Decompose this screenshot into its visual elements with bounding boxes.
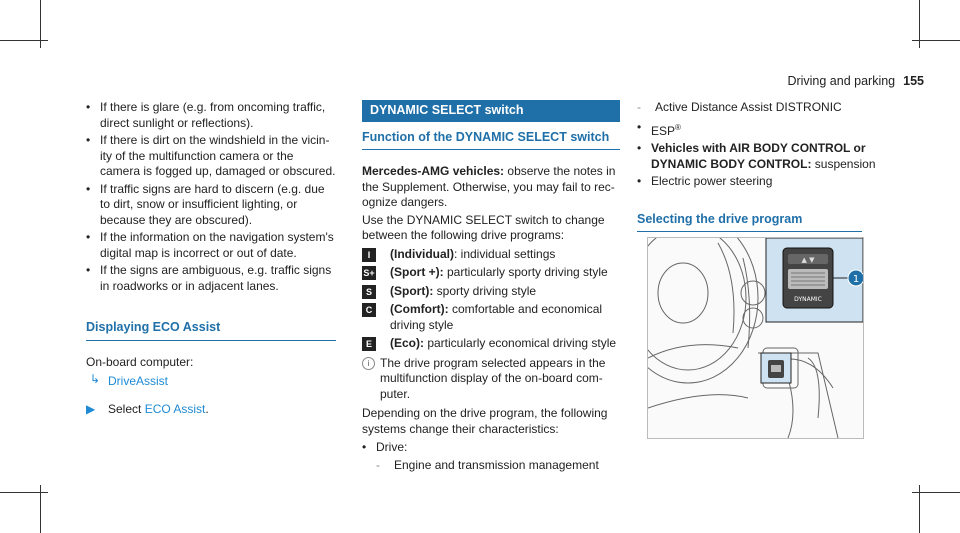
select-suffix: . — [205, 401, 209, 416]
sub-list-item: - Active Distance Assist DISTRONIC — [637, 100, 892, 116]
section-heading: Displaying ECO Assist — [86, 320, 336, 341]
mode-desc: comfortable and economical driving style — [390, 302, 603, 332]
path-arrow-icon: ↳ — [90, 372, 101, 386]
mode-eco — [362, 336, 620, 352]
amg-text: observe the notes in the Supplement. Otherwise, you may fail to rec- ognize dangers. — [362, 164, 616, 209]
onboard-label: On-board computer: — [86, 354, 194, 369]
mode-label: (Eco): — [390, 336, 424, 350]
mode-comfort — [362, 302, 620, 333]
svg-text:▲ ▼: ▲ ▼ — [801, 256, 815, 264]
eco-icon: E — [362, 337, 376, 351]
callout-number: 1 — [852, 274, 860, 285]
mode-desc: sporty driving style — [433, 283, 537, 298]
bullet-list — [86, 100, 336, 294]
section-banner: DYNAMIC SELECT switch — [362, 100, 620, 122]
list-item: • If there is dirt on the windshield in the vicin- ity of the multifunction camera or the camera is fogged up, damaged or obscured. — [86, 133, 336, 180]
sport-plus-icon: S+ — [363, 268, 375, 278]
crop-mark — [912, 40, 960, 41]
crop-mark — [0, 492, 48, 493]
switch-label: DYNAMIC — [794, 296, 822, 303]
path-link[interactable]: DriveAssist — [108, 374, 169, 388]
select-prefix: Select — [108, 401, 142, 416]
console-illustration — [648, 238, 863, 438]
mode-desc: particularly sporty driving style — [443, 265, 608, 279]
page-header — [787, 74, 924, 88]
amg-paragraph — [362, 164, 620, 211]
airbody-bold: Vehicles with AIR BODY CONTROL or DYNAMIC BODY CONTROL: — [651, 141, 866, 171]
list-item: • If there is glare (e.g. from oncoming traffic, direct sunlight or reflections). — [86, 100, 336, 131]
column-middle — [362, 100, 620, 475]
list-item — [637, 120, 892, 140]
sub-list — [376, 458, 620, 474]
section-title: Driving and parking — [787, 74, 896, 88]
depending-paragraph: Depending on the drive program, the following systems change their characteristics: — [362, 406, 608, 436]
eco-assist-link[interactable]: ECO Assist — [144, 401, 206, 416]
amg-bold: Mercedes-AMG vehicles: — [362, 164, 505, 178]
mode-sport-plus — [362, 265, 620, 281]
info-icon: i — [362, 357, 375, 370]
subsection-heading: Selecting the drive program — [637, 212, 862, 233]
mode-desc: particularly economical driving style — [424, 336, 617, 350]
use-paragraph: Use the DYNAMIC SELECT switch to change between the following drive programs: — [362, 212, 605, 242]
note-text: The drive program selected appears in the multifunction display of the on-board com- puter. — [380, 355, 606, 401]
column-left — [86, 100, 336, 417]
registered-mark: ® — [675, 122, 681, 132]
select-step — [86, 402, 336, 418]
mode-sport — [362, 284, 620, 300]
mode-individual — [362, 247, 620, 263]
list-item: • If traffic signs are hard to discern (e.g. due to dirt, snow or insufficient lighting, or because they are obscured). — [86, 182, 336, 229]
comfort-icon: C — [362, 303, 376, 317]
list-item: • Electric power steering — [637, 174, 892, 190]
bullet-list — [637, 120, 892, 190]
systems-list — [362, 440, 620, 473]
crop-mark — [0, 40, 48, 41]
sub-list — [637, 100, 892, 116]
dynamic-select-figure — [647, 237, 864, 439]
individual-icon: I — [362, 248, 376, 262]
list-item: • If the information on the navigation system's digital map is incorrect or out of date. — [86, 230, 336, 261]
esp-text: ESP — [651, 123, 676, 138]
list-item — [362, 440, 620, 473]
sport-icon: S — [362, 285, 376, 299]
menu-path — [86, 374, 336, 390]
mode-label: (Comfort): — [390, 302, 449, 316]
mode-label: (Individual) — [390, 246, 454, 261]
airbody-text: suspension — [811, 156, 876, 171]
crop-mark — [912, 492, 960, 493]
mode-desc: : individual settings — [454, 246, 556, 261]
drive-label: Drive: — [376, 440, 408, 454]
sub-list-item: - Engine and transmission management — [376, 458, 620, 474]
mode-label: (Sport): — [390, 283, 434, 298]
column-right — [637, 100, 892, 246]
list-item: • If the signs are ambiguous, e.g. traffic signs in roadworks or in adjacent lanes. — [86, 263, 336, 294]
step-arrow-icon: ▶ — [86, 401, 96, 416]
subsection-heading: Function of the DYNAMIC SELECT switch — [362, 130, 620, 151]
info-note — [362, 356, 620, 403]
page-number: 155 — [903, 74, 924, 88]
list-item — [637, 141, 892, 172]
mode-label: (Sport +): — [390, 265, 444, 279]
